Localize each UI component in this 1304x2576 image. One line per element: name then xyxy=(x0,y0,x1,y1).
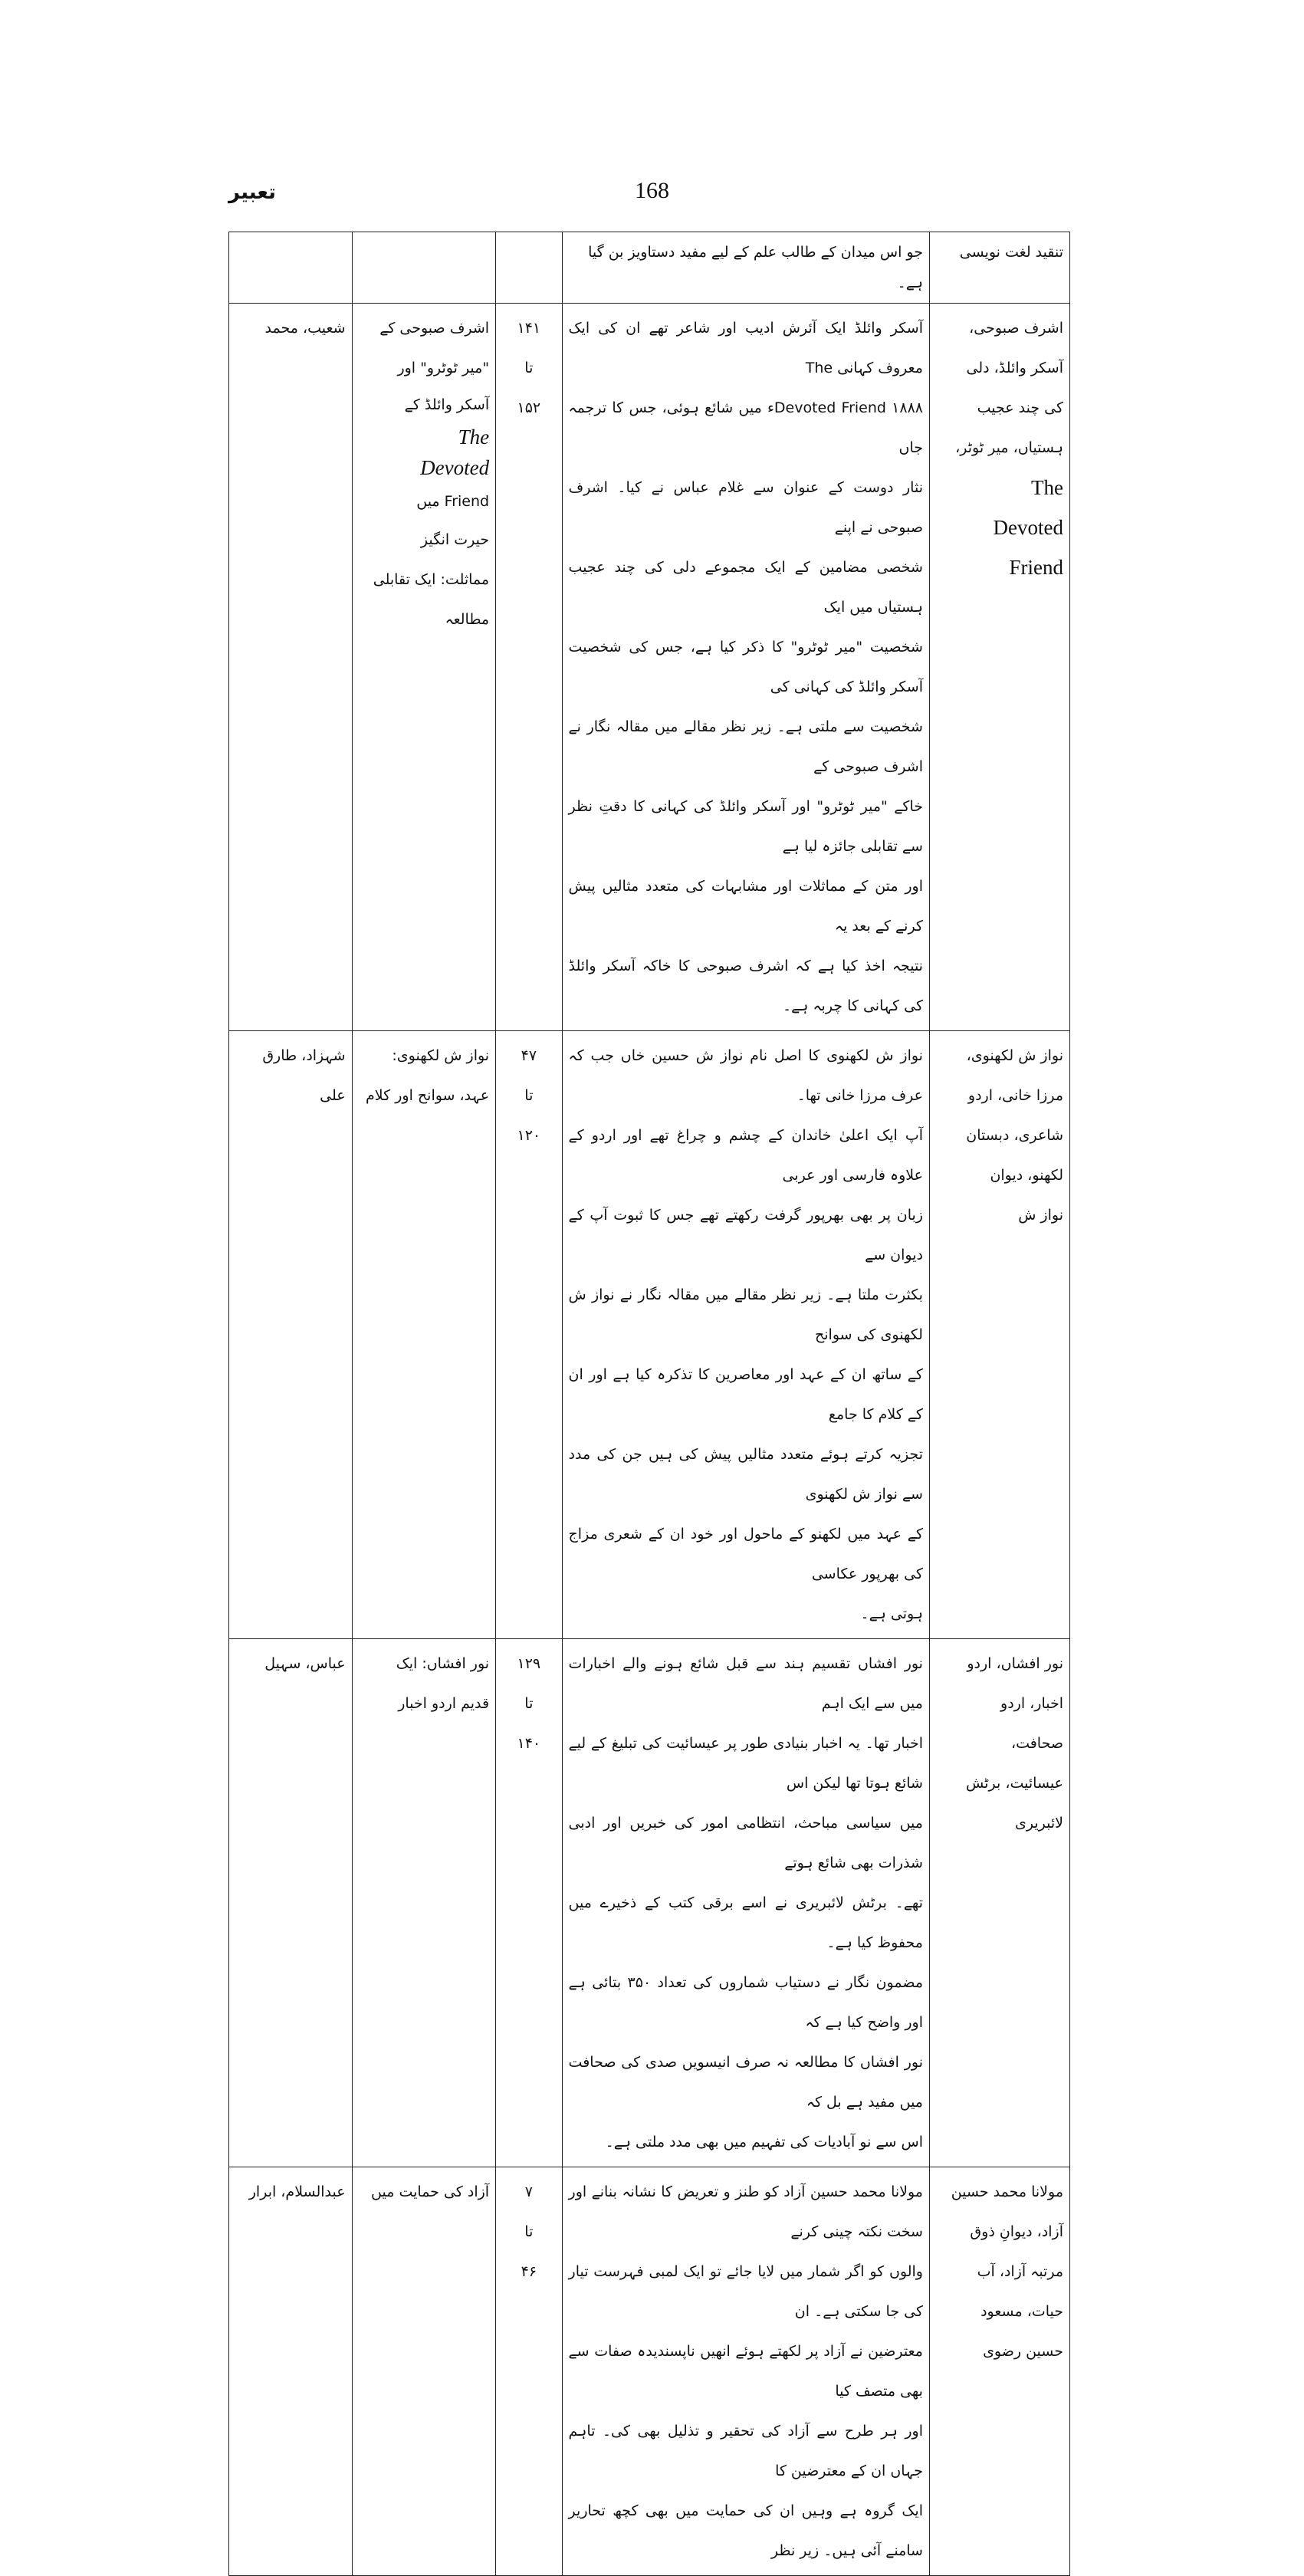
keyword-line: ہستیاں، میر ٹوٹر، xyxy=(955,439,1063,456)
abstract-line: ہوتی ہے۔ xyxy=(860,1605,923,1622)
abstract-line: شخصیت "میر ٹوٹرو" کا ذکر کیا ہے، جس کی شخصیت آسکر وائلڈ کی کہانی کی xyxy=(568,639,923,695)
page-separator: تا xyxy=(524,1695,534,1712)
abstract-line: ایک گروہ ہے وہیں ان کی حمایت میں بھی کچھ تحاریر سامنے آئی ہیں۔ زیر نظر xyxy=(568,2502,923,2559)
keyword-line: مرزا خانی، اردو xyxy=(967,1087,1063,1104)
keywords-cell xyxy=(929,232,1069,304)
abstract-line: خاکے "میر ٹوٹرو" اور آسکر وائلڈ کی کہانی کا دقتِ نظر سے تقابلی جائزہ لیا ہے xyxy=(568,798,923,855)
abstract-line: اخبار تھا۔ یہ اخبار بنیادی طور پر عیسائیت کی تبلیغ کے لیے شائع ہوتا تھا لیکن اس xyxy=(568,1735,923,1792)
abstract-cell xyxy=(562,2167,929,2576)
page-end: ۱۲۰ xyxy=(517,1127,541,1144)
abstract-line: زبان پر بھی بھرپور گرفت رکھتے تھے جس کا ثبوت آپ کے دیوان سے xyxy=(568,1207,923,1263)
author-name: عباس، سہیل xyxy=(264,1655,346,1672)
title-cell xyxy=(352,304,496,1031)
title-cell xyxy=(352,2167,496,2576)
keywords-cell xyxy=(929,1031,1069,1639)
keyword-line: اشرف صبوحی، xyxy=(969,320,1063,337)
table-row xyxy=(229,304,1070,1031)
page-start: ۷ xyxy=(524,2183,533,2200)
table-row xyxy=(229,1639,1070,2167)
journal-title: تعبیر xyxy=(228,181,276,204)
page-number: 168 xyxy=(635,178,669,203)
abstract-line: Devoted Friend ۱۸۸۸ء میں شائع ہوئی، جس کا ترجمہ جاں xyxy=(568,399,923,456)
abstract-line: نواز ش لکھنوی کا اصل نام نواز ش حسین خاں جب کہ عرف مرزا خانی تھا۔ xyxy=(568,1047,923,1104)
title-line: "میر ٹوٹرو" اور xyxy=(397,360,490,376)
title-line: Friend میں xyxy=(416,493,490,510)
abstract-line: اور ہر طرح سے آزاد کی تحقیر و تذلیل بھی کی۔ تاہم جہاں ان کے معترضین کا xyxy=(568,2423,923,2479)
title-line: قدیم اردو اخبار xyxy=(398,1695,490,1712)
page-start: ۱۴۱ xyxy=(517,320,541,337)
title-line: مطالعہ xyxy=(445,611,490,628)
page-start: ۴۷ xyxy=(521,1047,537,1064)
abstract-line: معترضین نے آزاد پر لکھتے ہوئے انھیں ناپسندیدہ صفات سے بھی متصف کیا xyxy=(568,2343,923,2400)
abstract-line: نور افشاں کا مطالعہ نہ صرف انیسویں صدی کی صحافت میں مفید ہے بل کہ xyxy=(568,2054,923,2111)
abstract-line: شخصی مضامین کے ایک مجموعے دلی کی چند عجیب ہستیاں میں ایک xyxy=(568,559,923,616)
table-row xyxy=(229,1031,1070,1639)
author-name: شعیب، محمد xyxy=(264,320,346,337)
pages-cell xyxy=(496,1031,562,1639)
author-name: عبدالسلام، ابرار xyxy=(248,2183,346,2200)
page-start: ۱۲۹ xyxy=(517,1655,541,1672)
abstract-cell xyxy=(562,304,929,1031)
pages-cell xyxy=(496,1639,562,2167)
keyword-line: لکھنو، دیوان xyxy=(990,1167,1063,1184)
page-separator: تا xyxy=(524,2223,534,2240)
abstract-line: والوں کو اگر شمار میں لایا جائے تو ایک لمبی فہرست تیار کی جا سکتی ہے۔ ان xyxy=(568,2263,923,2320)
abstract-line: میں سیاسی مباحث، انتظامی امور کی خبریں اور ادبی شذرات بھی شائع ہوتے xyxy=(568,1815,923,1871)
keywords-cell xyxy=(929,2167,1069,2576)
keyword-line: نواز ش لکھنوی، xyxy=(966,1047,1063,1064)
author-cell xyxy=(229,1639,353,2167)
abstract-line: تجزیہ کرتے ہوئے متعدد مثالیں پیش کی ہیں جن کی مدد سے نواز ش لکھنوی xyxy=(568,1446,923,1503)
keyword-line: نواز ش xyxy=(1018,1207,1063,1224)
title-cell xyxy=(352,1639,496,2167)
keyword-line: شاعری، دبستان xyxy=(966,1127,1063,1144)
abstract-line: نثار دوست کے عنوان سے غلام عباس نے کیا۔ اشرف صبوحی نے اپنے xyxy=(568,479,923,536)
abstract-line: شخصیت سے ملتی ہے۔ زیر نظر مقالے میں مقالہ نگار نے اشرف صبوحی کے xyxy=(568,718,923,775)
table-row xyxy=(229,2167,1070,2576)
keywords-cell xyxy=(929,1639,1069,2167)
author-cell xyxy=(229,232,353,304)
abstract-cell xyxy=(562,1639,929,2167)
abstract-line: کے ساتھ ان کے عہد اور معاصرین کا تذکرہ کیا ہے اور ان کے کلام کا جامع xyxy=(568,1366,923,1423)
page-separator: تا xyxy=(524,360,534,376)
pages-cell xyxy=(496,232,562,304)
keyword-line: تنقید لغت نویسی xyxy=(959,244,1063,261)
title-line: Devoted xyxy=(420,456,490,479)
author-name: شہزاد، طارق علی xyxy=(262,1047,346,1104)
keyword-line: عیسائیت، برٹش xyxy=(966,1775,1063,1792)
title-line: The xyxy=(458,426,490,449)
title-line: اشرف صبوحی کے xyxy=(379,320,490,337)
page-end: ۱۵۲ xyxy=(517,399,541,416)
keyword-line: کی چند عجیب xyxy=(977,399,1063,416)
abstract-line: کے عہد میں لکھنو کے ماحول اور خود ان کے شعری مزاج کی بھرپور عکاسی xyxy=(568,1526,923,1582)
author-cell xyxy=(229,2167,353,2576)
keyword-line: صحافت، xyxy=(1010,1735,1063,1752)
abstract-line: اس سے نو آبادیات کی تفہیم میں بھی مدد ملتی ہے۔ xyxy=(605,2134,923,2150)
abstract-line: مولانا محمد حسین آزاد کو طنز و تعریض کا نشانہ بنانے اور سخت نکتہ چینی کرنے xyxy=(568,2183,923,2240)
page-end: ۱۴۰ xyxy=(517,1735,541,1752)
abstract-cell xyxy=(562,1031,929,1639)
keywords-cell xyxy=(929,304,1069,1031)
title-line: حیرت انگیز xyxy=(420,531,490,548)
pages-cell xyxy=(496,2167,562,2576)
abstract-line: تھے۔ برٹش لائبریری نے اسے برقی کتب کے ذخیرے میں محفوظ کیا ہے۔ xyxy=(568,1894,923,1951)
title-line: نور افشاں: ایک xyxy=(396,1655,490,1672)
keyword-line: حیات، مسعود xyxy=(980,2303,1063,2320)
title-cell xyxy=(352,1031,496,1639)
title-line: آزاد کی حمایت میں xyxy=(371,2183,490,2200)
keyword-line: آزاد، دیوانِ ذوق xyxy=(970,2223,1063,2240)
keyword-line: نور افشاں، اردو xyxy=(967,1655,1063,1672)
keyword-line: مرتبہ آزاد، آب xyxy=(977,2263,1063,2280)
title-line: عہد، سوانح اور کلام xyxy=(366,1087,490,1104)
keyword-line: آسکر وائلڈ، دلی xyxy=(966,360,1063,376)
pages-cell xyxy=(496,304,562,1031)
title-line: نواز ش لکھنوی: xyxy=(392,1047,490,1064)
page-end: ۴۶ xyxy=(521,2263,537,2280)
author-cell xyxy=(229,304,353,1031)
abstract-cell xyxy=(562,232,929,304)
author-cell xyxy=(229,1031,353,1639)
abstract-line: اور متن کے مماثلات اور مشابہات کی متعدد مثالیں پیش کرنے کے بعد یہ xyxy=(568,878,923,935)
keyword-line: حسین رضوی xyxy=(983,2343,1063,2360)
abstract-line: جو اس میدان کے طالب علم کے لیے مفید دستاویز بن گیا ہے۔ xyxy=(588,244,923,291)
abstract-line: آپ ایک اعلیٰ خاندان کے چشم و چراغ تھے اور اردو کے علاوہ فارسی اور عربی xyxy=(568,1127,923,1184)
keyword-line: Friend xyxy=(1009,556,1063,579)
title-line: آسکر وائلڈ کے xyxy=(404,396,490,413)
keyword-line: Devoted xyxy=(993,516,1063,539)
keyword-line: The xyxy=(1031,476,1063,499)
abstract-line: مضمون نگار نے دستیاب شماروں کی تعداد ۳۵۰ بتائی ہے اور واضح کیا ہے کہ xyxy=(568,1974,923,2031)
keyword-line: لائبریری xyxy=(1015,1815,1063,1832)
page-separator: تا xyxy=(524,1087,534,1104)
keyword-line: اخبار، اردو xyxy=(1000,1695,1063,1712)
keyword-line: مولانا محمد حسین xyxy=(951,2183,1063,2200)
abstract-line: نور افشاں تقسیم ہند سے قبل شائع ہونے والے اخبارات میں سے ایک اہم xyxy=(568,1655,923,1712)
abstract-line: آسکر وائلڈ ایک آئرش ادیب اور شاعر تھے ان کی ایک معروف کہانی The xyxy=(568,320,923,376)
table-row-continuation xyxy=(229,232,1070,304)
title-cell xyxy=(352,232,496,304)
abstract-line: بکثرت ملتا ہے۔ زیر نظر مقالے میں مقالہ نگار نے نواز ش لکھنوی کی سوانح xyxy=(568,1286,923,1343)
title-line: مماثلت: ایک تقابلی xyxy=(373,571,490,588)
abstract-line: نتیجہ اخذ کیا ہے کہ اشرف صبوحی کا خاکہ آسکر وائلڈ کی کہانی کا چربہ ہے۔ xyxy=(568,958,923,1014)
index-table xyxy=(228,232,1070,2576)
